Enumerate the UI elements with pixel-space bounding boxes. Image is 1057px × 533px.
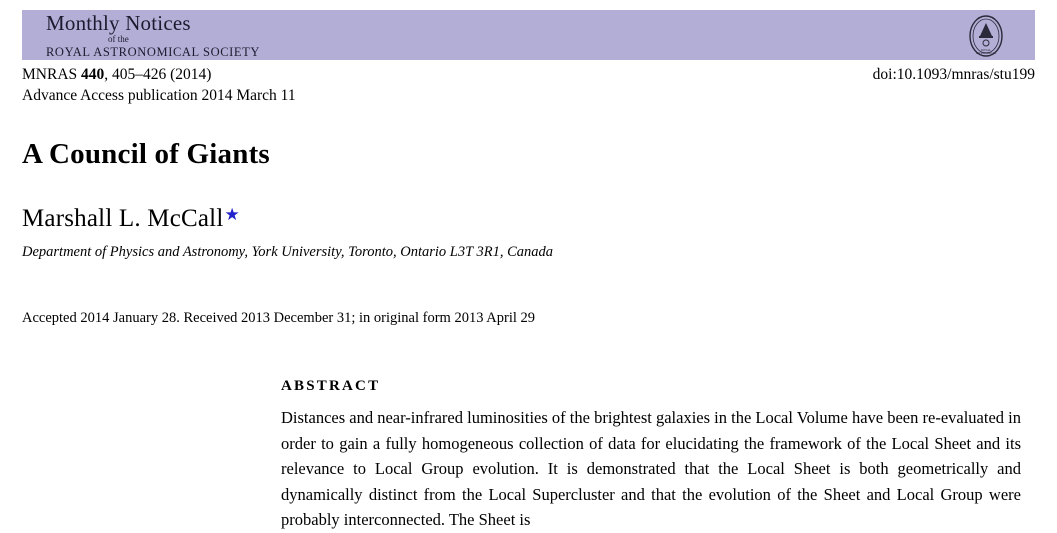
journal-masthead — [22, 10, 1035, 60]
svg-text:ROYAL: ROYAL — [980, 48, 992, 52]
citation-block — [22, 64, 296, 106]
svg-text:ASTRONOMICAL: ASTRONOMICAL — [975, 52, 997, 55]
page-range: , 405–426 (2014) — [104, 66, 212, 83]
author-name-block — [22, 205, 240, 233]
masthead-text-block — [46, 10, 586, 60]
doi[interactable]: doi:10.1093/mnras/stu199 — [872, 66, 1035, 83]
abstract-section — [281, 378, 1021, 533]
advance-access-line: Advance Access publication 2014 March 11 — [22, 87, 296, 104]
journal-name: Monthly Notices — [46, 11, 191, 35]
journal-society-name: ROYAL ASTRONOMICAL SOCIETY — [46, 45, 260, 59]
journal-name-of-the: of the — [108, 34, 129, 44]
submission-dates: Accepted 2014 January 28. Received 2013 December 31; in original form 2013 April 29 — [22, 310, 536, 326]
journal-abbrev: MNRAS — [22, 66, 78, 83]
society-seal-icon — [965, 14, 1007, 58]
page-title: A Council of Giants — [22, 138, 270, 170]
volume-number: 440 — [81, 66, 105, 83]
abstract-text: Distances and near-infrared luminosities of the brightest galaxies in the Local Volume have been re-evaluated in order to gain a fully homogeneous collection of data for elucidating the framework of the Local Sheet and its relevance to Local Group evolution. It is demonstrated that the Local Sheet is both geometrically and dynamically distinct from the Local Supercluster and that the evolution of the Sheet and Local Group were probably interconnected. The Sheet is — [281, 408, 1021, 529]
abstract-heading: ABSTRACT — [281, 378, 381, 394]
journal-reference-line — [22, 64, 1035, 106]
author-affiliation: Department of Physics and Astronomy, York University, Toronto, Ontario L3T 3R1, Canada — [22, 244, 554, 260]
citation-line — [22, 64, 296, 85]
author-footnote-star-icon: ★ — [224, 205, 240, 224]
author-name: Marshall L. McCall — [22, 205, 224, 232]
